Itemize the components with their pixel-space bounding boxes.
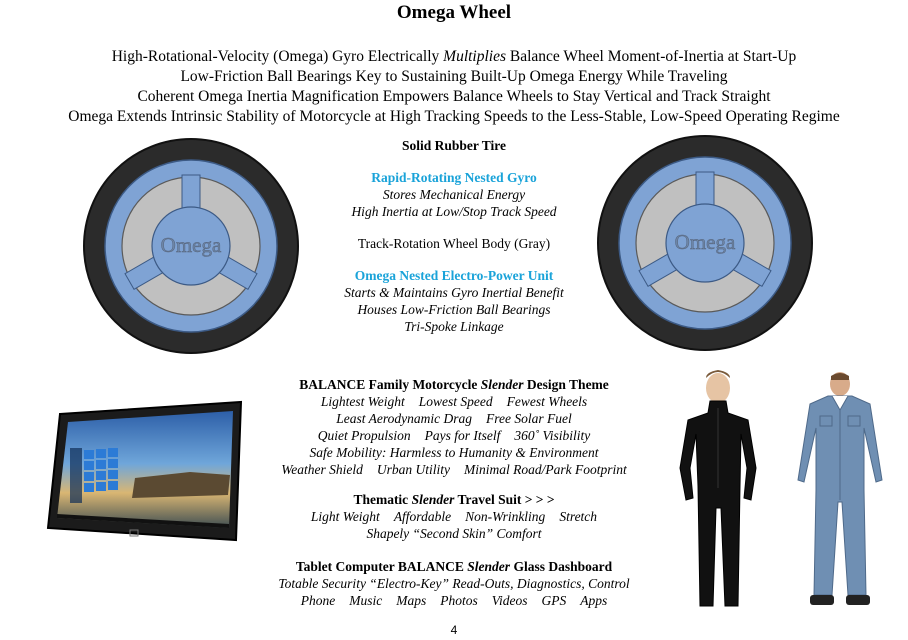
travel-suit-block (254, 491, 654, 542)
intro-line-2: Low-Friction Ball Bearings Key to Sustaining Built-Up Omega Energy While Traveling (180, 68, 728, 85)
intro-line-3: Coherent Omega Inertia Magnification Empowers Balance Wheels to Stay Vertical and Track Straight (137, 88, 771, 105)
wheel-description (254, 137, 654, 335)
unit-line: Tri-Spoke Linkage (404, 319, 504, 334)
tablet-row: Totable Security “Electro-Key” Read-Outs, Diagnostics, Control (278, 576, 630, 591)
unit-line: Starts & Maintains Gyro Inertial Benefit (344, 285, 564, 300)
design-title: BALANCE Family Motorcycle Slender Design Theme (299, 377, 609, 392)
gyro-title: Rapid-Rotating Nested Gyro (371, 170, 537, 185)
unit-line: Houses Low-Friction Ball Bearings (357, 302, 551, 317)
unit-title: Omega Nested Electro-Power Unit (354, 268, 554, 283)
tablet-row: Phone Music Maps Photos Videos GPS Apps (300, 593, 608, 608)
body-label: Track-Rotation Wheel Body (Gray) (357, 236, 551, 251)
blue-coverall-image (790, 370, 895, 610)
design-theme-block (254, 376, 654, 478)
intro-line-4: Omega Extends Intrinsic Stability of Motorcycle at High Tracking Speeds to the Less-Stable, Low-Speed Operating Regime (68, 108, 840, 125)
omega-hub-label: Omega (160, 233, 222, 257)
gyro-line: High Inertia at Low/Stop Track Speed (351, 204, 557, 219)
suit-row: Light Weight Affordable Non-Wrinkling Stretch (310, 509, 598, 524)
tablet-title: Tablet Computer BALANCE Slender Glass Dashboard (295, 559, 613, 574)
omega-hub-label: Omega (674, 230, 736, 254)
suit-title: Thematic Slender Travel Suit > > > (353, 492, 555, 507)
suit-row: Shapely “Second Skin” Comfort (366, 526, 542, 541)
gyro-line: Stores Mechanical Energy (382, 187, 526, 202)
tire-label: Solid Rubber Tire (401, 138, 507, 153)
design-row: Safe Mobility: Harmless to Humanity & Environment (309, 445, 599, 460)
design-row: Least Aerodynamic Drag Free Solar Fuel (336, 411, 572, 426)
page-title: Omega Wheel (396, 2, 512, 23)
intro-line-1: High-Rotational-Velocity (Omega) Gyro Electrically Multiplies Balance Wheel Moment-of-Inertia at Start-Up (111, 48, 797, 65)
design-row: Lightest Weight Lowest Speed Fewest Wheels (320, 394, 588, 409)
black-bodysuit-image (658, 368, 780, 608)
tablet-image (40, 400, 245, 552)
tablet-dashboard-block (254, 558, 654, 609)
design-row: Quiet Propulsion Pays for Itself 360˚ Visibility (317, 428, 591, 443)
page-number: 4 (450, 623, 458, 637)
intro-text (0, 47, 908, 127)
design-row: Weather Shield Urban Utility Minimal Road/Park Footprint (281, 462, 627, 477)
